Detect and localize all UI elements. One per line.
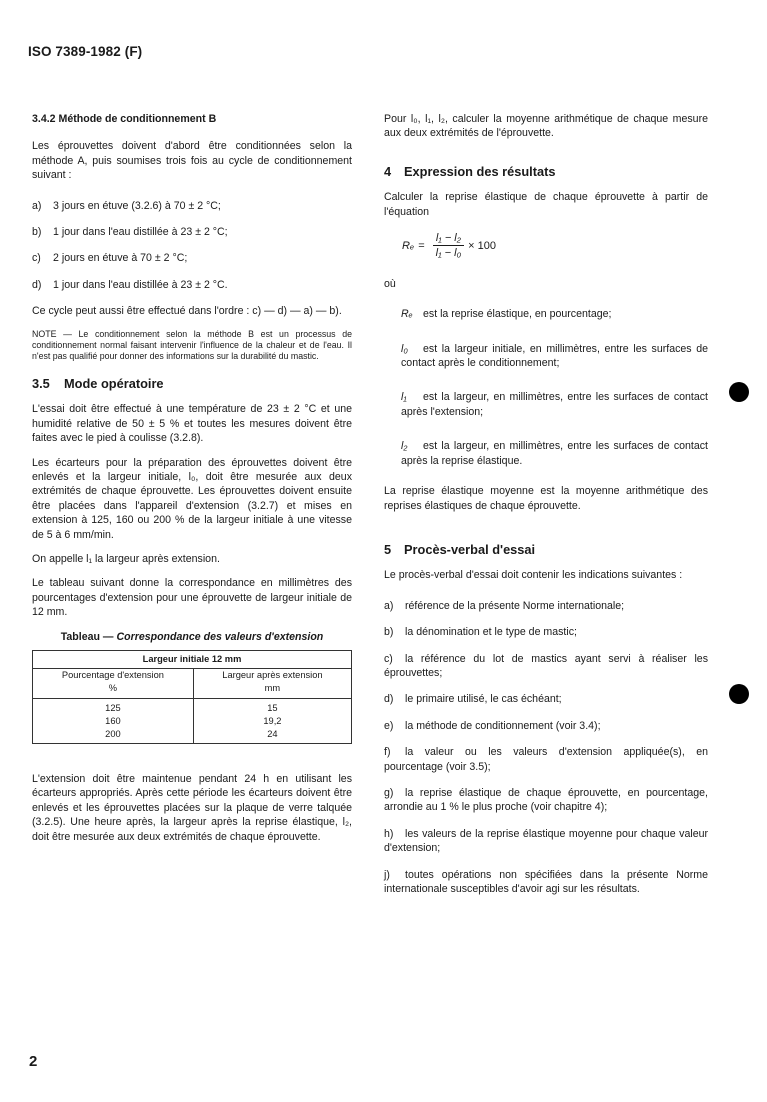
equation-lhs: Rₑ <box>402 239 415 252</box>
equation-fraction <box>433 231 465 261</box>
paragraph: Le tableau suivant donne la correspondance en millimètres des pourcentages d'extension pour une éprouvette de largeur initiale de 12 mm. <box>32 577 352 619</box>
report-item: d) le primaire utilisé, le cas échéant; <box>384 693 562 706</box>
section-3-4-2-title: 3.4.2 Méthode de conditionnement B <box>32 113 217 125</box>
cycle-item: d) 1 jour dans l'eau distillée à 23 ± 2 °C. <box>32 278 228 291</box>
cycle-item: b) 1 jour dans l'eau distillée à 23 ± 2 °C; <box>32 226 228 239</box>
paragraph: On appelle l₁ la largeur après extension. <box>32 552 220 565</box>
extension-table <box>32 650 352 744</box>
report-item: c) la référence du lot de mastics ayant servi à réaliser les éprouvettes; <box>384 652 708 679</box>
table-unit-mm: mm <box>193 682 351 699</box>
equation-factor: × 100 <box>468 239 497 252</box>
table-cell: 24 <box>193 728 351 744</box>
definition: Rₑ est la reprise élastique, en pourcentage; <box>401 308 612 321</box>
left-column <box>32 112 352 854</box>
report-item: e) la méthode de conditionnement (voir 3.4); <box>384 719 601 732</box>
paragraph: Pour l₀, l₁, l₂, calculer la moyenne arithmétique de chaque mesure aux deux extrémités de l'éprouvette. <box>384 113 708 140</box>
equation <box>402 231 708 261</box>
margin-bullet-mark <box>729 684 749 704</box>
equation-equals: = <box>418 239 425 252</box>
table-unit-percent: % <box>33 682 194 699</box>
note: NOTE — Le conditionnement selon la méthode B est un processus de conditionnement normal faisant intervenir l'influence de la chaleur et de l'eau. Il n'est pas qualifié pour donner des informations sur la durabilité du mastic. <box>32 328 352 362</box>
report-item: j) toutes opérations non spécifiées dans la présente Norme internationale susceptibles d'avoir agi sur les résultats. <box>384 868 708 895</box>
document-header: ISO 7389-1982 (F) <box>28 44 143 59</box>
paragraph: L'essai doit être effectué à une température de 23 ± 2 °C et une humidité relative de 50 ± 5 % et toutes les mesures doivent être faites avec le pied à coulisse (3.2.8). <box>32 403 352 445</box>
table-cell: 200 <box>33 728 194 744</box>
paragraph: Calculer la reprise élastique de chaque éprouvette à partir de l'équation <box>384 191 708 218</box>
report-item: a) référence de la présente Norme internationale; <box>384 599 625 612</box>
table-cell: 125 <box>33 698 194 715</box>
table-header-percent: Pourcentage d'extension <box>33 668 194 682</box>
paragraph: Les éprouvettes doivent d'abord être conditionnées selon la méthode A, puis soumises trois fois au cycle de conditionnement suivant : <box>32 140 352 182</box>
paragraph: Les écarteurs pour la préparation des éprouvettes doivent être enlevés et la largeur initiale, l₀, doit être mesurée aux deux extrémités de chaque éprouvette. Les éprouvettes doivent ensuite être placées dans l'appareil d'extension (3.2.7) et mises en extension à 125, 160 ou 200 % de la largeur initiale à une vitesse de 5 à 6 mm/min. <box>32 456 352 541</box>
definition: l₀ est la largeur initiale, en millimètres, entre les surfaces de contact après le conditionnement; <box>401 342 708 370</box>
report-item: b) la dénomination et le type de mastic; <box>384 626 577 639</box>
report-item: h) les valeurs de la reprise élastique moyenne pour chaque valeur d'extension; <box>384 827 708 855</box>
table-cell: 160 <box>33 715 194 728</box>
margin-bullet-mark <box>729 382 749 402</box>
section-5-heading: 5 Procès-verbal d'essai <box>384 541 536 557</box>
paragraph: Ce cycle peut aussi être effectué dans l'ordre : c) — d) — a) — b). <box>32 305 342 318</box>
equation-numerator: l₁ − l₂ <box>433 231 464 246</box>
table-cell: 15 <box>193 698 351 715</box>
section-4-heading: 4 Expression des résultats <box>384 163 556 179</box>
table-header-width: Largeur après extension <box>193 668 351 682</box>
paragraph: La reprise élastique moyenne est la moyenne arithmétique des reprises élastiques de chaque éprouvette. <box>384 485 708 512</box>
paragraph: Le procès-verbal d'essai doit contenir les indications suivantes : <box>384 569 683 582</box>
right-column <box>384 112 708 908</box>
table-caption: Tableau — Correspondance des valeurs d'extension <box>60 630 324 643</box>
cycle-item: c) 2 jours en étuve à 70 ± 2 °C; <box>32 252 188 265</box>
definition: l₂ est la largeur, en millimètres, entre les surfaces de contact après la reprise élastique. <box>401 440 708 467</box>
page-number: 2 <box>29 1053 38 1070</box>
paragraph: L'extension doit être maintenue pendant 24 h en utilisant les écarteurs appropriés. Après cette période les écarteurs doivent être enlevés et les éprouvettes placées sur la plaque de verre talquée (3.2.5). Une heure après, la largeur après la reprise élastique, l₂, doit être mesurée aux deux extrémités de chaque éprouvette. <box>32 772 352 843</box>
definition: l₁ est la largeur, en millimètres, entre les surfaces de contact après l'extension; <box>401 391 708 418</box>
table-span-header: Largeur initiale 12 mm <box>33 650 352 668</box>
report-item: g) la reprise élastique de chaque éprouvette, en pourcentage, arrondie au 1 % le plus proche (voir chapitre 4); <box>384 786 708 814</box>
section-3-5-heading: 3.5 Mode opératoire <box>32 375 164 391</box>
paragraph: où <box>384 277 396 290</box>
cycle-item: a) 3 jours en étuve (3.2.6) à 70 ± 2 °C; <box>32 199 221 212</box>
equation-denominator: l₁ − l₀ <box>435 247 462 260</box>
report-item: f) la valeur ou les valeurs d'extension appliquée(s), en pourcentage (voir 3.5); <box>384 746 708 773</box>
table-cell: 19,2 <box>193 715 351 728</box>
